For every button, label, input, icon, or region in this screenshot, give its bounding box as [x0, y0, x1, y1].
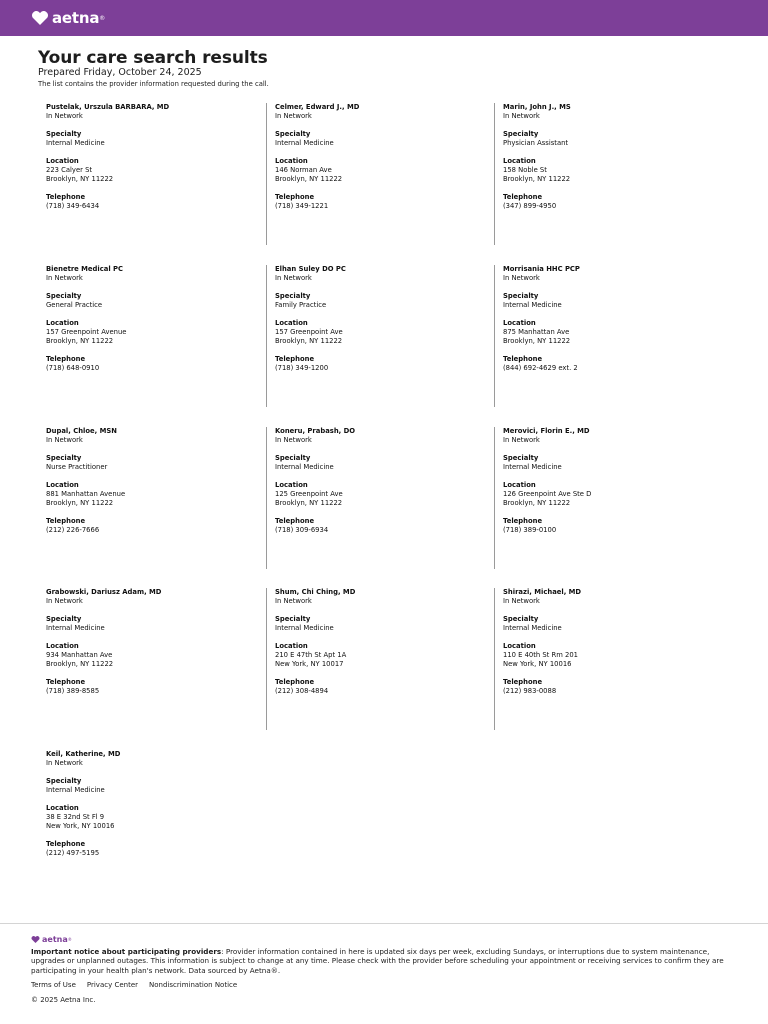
telephone-label: Telephone	[46, 517, 86, 525]
provider-card	[503, 427, 718, 535]
provider-name: Grabowski, Dariusz Adam, MD	[46, 588, 162, 596]
spacer	[46, 346, 261, 355]
spacer	[46, 508, 261, 517]
spacer	[503, 508, 718, 517]
telephone-value: (718) 389-8585	[46, 687, 100, 695]
address-line-2: Brooklyn, NY 11222	[46, 337, 114, 345]
telephone-value: (718) 349-1221	[275, 202, 329, 210]
spacer	[46, 310, 261, 319]
privacy-center-link[interactable]: Privacy Center	[86, 981, 139, 989]
spacer	[503, 633, 718, 642]
address-line-2: Brooklyn, NY 11222	[275, 175, 343, 183]
spacer	[503, 669, 718, 678]
spacer	[275, 184, 490, 193]
provider-card	[503, 588, 718, 696]
provider-card	[46, 427, 261, 535]
copyright: © 2025 Aetna Inc.	[31, 996, 96, 1004]
telephone-label: Telephone	[503, 678, 543, 686]
telephone-value: (844) 692-4629 ext. 2	[503, 364, 578, 372]
location-label: Location	[503, 481, 536, 489]
telephone-label: Telephone	[46, 193, 86, 201]
specialty-value: Nurse Practitioner	[46, 463, 108, 471]
column-divider	[494, 588, 495, 730]
network-status: In Network	[275, 597, 312, 605]
address-line-2: New York, NY 10016	[46, 822, 115, 830]
provider-card	[275, 103, 490, 211]
page-title: Your care search results	[38, 48, 268, 68]
notice-text: : Provider information contained in here is updated six days per week, excluding Sundays, or interruptions due to system maintenance, upgrades or unplanned outages. This information is subject to change at any time. Please check with the provider before scheduling your appointment or receiving services to confirm they are participating in your health plan's network. Data sourced by Aetna®.	[31, 947, 724, 975]
spacer	[46, 831, 261, 840]
address-line-1: 146 Norman Ave	[275, 166, 332, 174]
provider-name: Pustelak, Urszula BARBARA, MD	[46, 103, 170, 111]
telephone-label: Telephone	[275, 193, 315, 201]
spacer	[503, 472, 718, 481]
spacer	[275, 346, 490, 355]
footer-logo-wordmark: aetna	[42, 935, 68, 944]
aetna-logo[interactable]	[31, 10, 105, 26]
network-status: In Network	[46, 112, 83, 120]
address-line-2: Brooklyn, NY 11222	[46, 175, 114, 183]
location-label: Location	[275, 319, 308, 327]
network-status: In Network	[503, 112, 540, 120]
specialty-value: General Practice	[46, 301, 103, 309]
network-status: In Network	[503, 274, 540, 282]
provider-name: Shirazi, Michael, MD	[503, 588, 582, 596]
provider-name: Celmer, Edward J., MD	[275, 103, 360, 111]
address-line-2: Brooklyn, NY 11222	[503, 337, 571, 345]
spacer	[275, 508, 490, 517]
logo-trademark: ®	[99, 14, 106, 22]
participating-providers-notice	[31, 947, 731, 975]
specialty-label: Specialty	[503, 130, 539, 138]
specialty-label: Specialty	[503, 615, 539, 623]
address-line-1: 126 Greenpoint Ave Ste D	[503, 490, 592, 498]
spacer	[46, 633, 261, 642]
network-status: In Network	[275, 112, 312, 120]
address-line-2: Brooklyn, NY 11222	[46, 499, 114, 507]
network-status: In Network	[503, 597, 540, 605]
specialty-label: Specialty	[275, 292, 311, 300]
telephone-value: (718) 648-0910	[46, 364, 100, 372]
spacer	[503, 148, 718, 157]
specialty-label: Specialty	[275, 615, 311, 623]
footer-divider	[0, 923, 768, 924]
notice-heading: Important notice about participating providers	[31, 947, 222, 956]
telephone-value: (212) 308-4894	[275, 687, 329, 695]
location-label: Location	[46, 481, 79, 489]
telephone-value: (212) 226-7666	[46, 526, 100, 534]
provider-name: Dupal, Chloe, MSN	[46, 427, 117, 435]
specialty-value: Internal Medicine	[46, 786, 105, 794]
spacer	[275, 310, 490, 319]
specialty-value: Family Practice	[275, 301, 327, 309]
provider-card	[46, 588, 261, 696]
heart-icon	[31, 11, 49, 25]
specialty-label: Specialty	[275, 130, 311, 138]
column-divider	[266, 588, 267, 730]
column-divider	[494, 265, 495, 407]
footer-aetna-logo	[31, 935, 72, 944]
provider-name: Shum, Chi Ching, MD	[275, 588, 356, 596]
specialty-value: Internal Medicine	[46, 624, 105, 632]
location-label: Location	[275, 157, 308, 165]
address-line-2: Brooklyn, NY 11222	[275, 337, 343, 345]
spacer	[46, 472, 261, 481]
telephone-label: Telephone	[46, 355, 86, 363]
provider-name: Marin, John J., MS	[503, 103, 571, 111]
address-line-2: New York, NY 10016	[503, 660, 572, 668]
address-line-1: 158 Noble St	[503, 166, 547, 174]
provider-card	[503, 265, 718, 373]
provider-name: Koneru, Prabash, DO	[275, 427, 356, 435]
provider-name: Merovici, Florin E., MD	[503, 427, 590, 435]
location-label: Location	[46, 319, 79, 327]
heart-icon	[31, 936, 40, 943]
address-line-1: 38 E 32nd St Fl 9	[46, 813, 105, 821]
spacer	[503, 346, 718, 355]
logo-wordmark: aetna	[52, 9, 100, 27]
specialty-label: Specialty	[46, 777, 82, 785]
provider-name: Keil, Katherine, MD	[46, 750, 121, 758]
location-label: Location	[275, 481, 308, 489]
specialty-value: Physician Assistant	[503, 139, 569, 147]
network-status: In Network	[46, 597, 83, 605]
address-line-1: 875 Manhattan Ave	[503, 328, 570, 336]
location-label: Location	[503, 157, 536, 165]
telephone-label: Telephone	[46, 840, 86, 848]
specialty-label: Specialty	[46, 615, 82, 623]
telephone-label: Telephone	[275, 355, 315, 363]
address-line-2: Brooklyn, NY 11222	[503, 499, 571, 507]
provider-card	[275, 427, 490, 535]
address-line-1: 223 Calyer St	[46, 166, 93, 174]
telephone-label: Telephone	[275, 517, 315, 525]
specialty-label: Specialty	[46, 130, 82, 138]
column-divider	[494, 427, 495, 569]
specialty-value: Internal Medicine	[503, 301, 562, 309]
specialty-label: Specialty	[503, 292, 539, 300]
telephone-label: Telephone	[275, 678, 315, 686]
spacer	[503, 310, 718, 319]
specialty-label: Specialty	[503, 454, 539, 462]
spacer	[46, 184, 261, 193]
address-line-1: 125 Greenpoint Ave	[275, 490, 343, 498]
network-status: In Network	[275, 436, 312, 444]
column-divider	[266, 265, 267, 407]
telephone-value: (212) 497-5195	[46, 849, 100, 857]
provider-card	[275, 265, 490, 373]
footer-links	[31, 981, 248, 989]
specialty-label: Specialty	[275, 454, 311, 462]
provider-card	[46, 265, 261, 373]
specialty-label: Specialty	[46, 454, 82, 462]
spacer	[503, 184, 718, 193]
spacer	[46, 148, 261, 157]
address-line-1: 881 Manhattan Avenue	[46, 490, 126, 498]
column-divider	[266, 103, 267, 245]
specialty-value: Internal Medicine	[503, 624, 562, 632]
provider-card	[46, 750, 261, 858]
location-label: Location	[46, 804, 79, 812]
telephone-label: Telephone	[503, 193, 543, 201]
terms-of-use-link[interactable]: Terms of Use	[31, 981, 76, 989]
spacer	[275, 472, 490, 481]
telephone-value: (718) 309-6934	[275, 526, 329, 534]
address-line-1: 934 Manhattan Ave	[46, 651, 113, 659]
specialty-value: Internal Medicine	[275, 624, 334, 632]
network-status: In Network	[46, 759, 83, 767]
specialty-value: Internal Medicine	[503, 463, 562, 471]
address-line-2: Brooklyn, NY 11222	[275, 499, 343, 507]
address-line-1: 157 Greenpoint Ave	[275, 328, 343, 336]
address-line-2: Brooklyn, NY 11222	[46, 660, 114, 668]
specialty-value: Internal Medicine	[275, 463, 334, 471]
location-label: Location	[503, 319, 536, 327]
page-subtitle: The list contains the provider information requested during the call.	[38, 80, 269, 88]
column-divider	[266, 427, 267, 569]
telephone-label: Telephone	[503, 355, 543, 363]
spacer	[46, 669, 261, 678]
specialty-value: Internal Medicine	[46, 139, 105, 147]
spacer	[275, 148, 490, 157]
provider-name: Elhan Suley DO PC	[275, 265, 346, 273]
prepared-date: Prepared Friday, October 24, 2025	[38, 67, 202, 78]
address-line-1: 210 E 47th St Apt 1A	[275, 651, 347, 659]
telephone-value: (347) 899-4950	[503, 202, 557, 210]
provider-card	[46, 103, 261, 211]
column-divider	[494, 103, 495, 245]
nondiscrimination-notice-link[interactable]: Nondiscrimination Notice	[149, 981, 238, 989]
spacer	[275, 669, 490, 678]
network-status: In Network	[275, 274, 312, 282]
provider-name: Morrisania HHC PCP	[503, 265, 580, 273]
telephone-label: Telephone	[46, 678, 86, 686]
address-line-2: Brooklyn, NY 11222	[503, 175, 571, 183]
specialty-label: Specialty	[46, 292, 82, 300]
provider-card	[275, 588, 490, 696]
network-status: In Network	[46, 436, 83, 444]
footer-logo-trademark: ®	[67, 937, 72, 942]
specialty-value: Internal Medicine	[275, 139, 334, 147]
spacer	[275, 633, 490, 642]
address-line-2: New York, NY 10017	[275, 660, 344, 668]
address-line-1: 157 Greenpoint Avenue	[46, 328, 127, 336]
network-status: In Network	[503, 436, 540, 444]
telephone-label: Telephone	[503, 517, 543, 525]
provider-card	[503, 103, 718, 211]
header-bar	[0, 0, 768, 36]
telephone-value: (718) 389-0100	[503, 526, 557, 534]
telephone-value: (718) 349-6434	[46, 202, 100, 210]
provider-name: Bienetre Medical PC	[46, 265, 123, 273]
telephone-value: (718) 349-1200	[275, 364, 329, 372]
location-label: Location	[46, 157, 79, 165]
location-label: Location	[275, 642, 308, 650]
address-line-1: 110 E 40th St Rm 201	[503, 651, 578, 659]
network-status: In Network	[46, 274, 83, 282]
spacer	[46, 795, 261, 804]
location-label: Location	[503, 642, 536, 650]
location-label: Location	[46, 642, 79, 650]
telephone-value: (212) 983-0088	[503, 687, 557, 695]
